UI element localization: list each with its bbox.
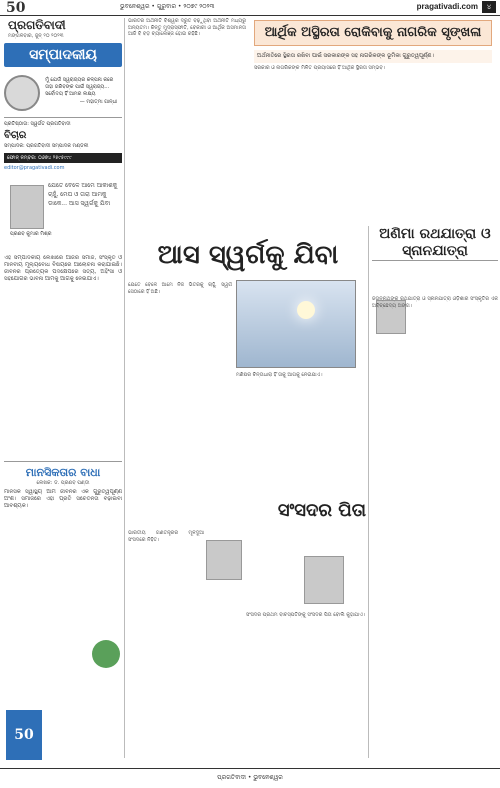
page-number: ୪ <box>482 1 496 13</box>
dateline: ଭୁବନେଶ୍ୱର • ଗୁରୁବାର • ୨୦୭୯ ୨୦୨୩ <box>120 3 215 10</box>
section-subtitle-manasik: ଲେଖକ: ଡ. ପ୍ରଣବ ପଣ୍ଡା <box>36 480 90 486</box>
anniversary-badge: 50 <box>6 710 42 760</box>
rath-article-text: ଜଗନ୍ନାଥଙ୍କ ରଥଯାତ୍ରା ଓ ସ୍ନାନଯାତ୍ରା ଓଡ଼ିଶାର ସଂସ୍କୃତିର ଏକ ଅବିଚ୍ଛେଦ୍ୟ ଅଙ୍ଗ। <box>372 296 498 309</box>
headline-rathyatra: ଅଣିମା ରଥଯାତ୍ରା ଓ ସ୍ନାନଯାତ୍ରା <box>372 226 498 261</box>
author-box <box>4 181 122 255</box>
decorative-emblem <box>92 640 120 668</box>
sansad-author-photo <box>206 540 242 580</box>
sansad-article-text-2: ସଂସଦର ପ୍ରଥମ ବାଚସ୍ପତିଙ୍କୁ ସଂସଦର ପିତା ବୋଲି କୁହାଯାଏ। <box>246 612 365 618</box>
top-article-right-text: ସରକାର ଓ ନାଗରିକଙ୍କ ମିଳିତ ପ୍ରୟାସରେ ହିଁ ଆର୍ଥିକ ସ୍ଥିରତା ସମ୍ଭବ। <box>254 65 386 71</box>
top-article-right <box>250 18 496 238</box>
top-article-left <box>128 18 246 238</box>
masthead <box>4 117 122 150</box>
headline-aas-swarga: ଆସ ସ୍ୱର୍ଗକୁ ଯିବା <box>157 240 339 270</box>
author-photo <box>10 185 44 229</box>
author-name: ପ୍ରଣବ କୁମାର ମିଶ୍ର <box>10 231 52 237</box>
quote: ମୁଁ ଯେଉଁ ସ୍ୱରାଜ୍ୟର କଳ୍ପନା କରେ ତାହା ଗରିବଙ୍କ ପାଇଁ ସ୍ୱରାଜ୍ୟ... ସର୍ବୋଦୟ ହିଁ ଆମର ଲକ୍ଷ୍ୟ — ମହାତ୍ମା ଗାନ୍ଧୀ <box>45 76 118 105</box>
aas-article-text-1: ଯେତେ ବେଳେ ଆମେ ନିଜ ଭିତରକୁ ଚାହୁଁ, ସ୍ୱର୍ଗ ସେଠାରେ ହିଁ ଅଛି। <box>128 282 232 295</box>
top-article-left-text: ଭାରତର ଅର୍ଥନୀତି ବିଶ୍ୱର ଦ୍ରୁତ ବଢ଼ୁଥିବା ଅର୍ଥନୀତି ମଧ୍ୟରୁ ଅନ୍ୟତମ। କିନ୍ତୁ ମୁଦ୍ରାସ୍ଫୀତି, ବେକାରୀ ଓ ଆର୍ଥିକ ଅସମାନତା ଆଜି ବି ବଡ଼ ଚ୍ୟାଲେଞ୍ଜ ହୋଇ ରହିଛି। <box>128 18 246 38</box>
site-url[interactable]: pragativadi.com <box>416 2 478 11</box>
headline-summary: ଅର୍ଥନୀତିରେ ସ୍ଥିରତା ରଖିବା ପାଇଁ ସରକାରଙ୍କ ସହ ନାଗରିକଙ୍କ ଭୂମିକା ଗୁରୁତ୍ୱପୂର୍ଣ୍ଣ। <box>254 50 492 63</box>
sun-icon <box>297 301 315 319</box>
sansad-article-text-1: ଭାରତୀୟ ଗଣତନ୍ତ୍ରର ମୂଳଦୁଆ ସଂସଦରେ ନିହିତ। <box>128 530 204 543</box>
brand-title: ପ୍ରଗତିବାଦୀ <box>8 18 66 32</box>
contact-bar: ଫୋନ୍ ନମ୍ବର: ୦୬୭୪ ୨୫୯୫୯୯୯ <box>4 153 122 163</box>
email-link[interactable]: editor@pragativadi.com <box>4 165 65 171</box>
header-bar <box>0 0 500 16</box>
sansad-subject-photo <box>304 556 344 604</box>
masthead-info: ସମ୍ପାଦକ: ପ୍ରଗତିବାଦୀ ସମ୍ପାଦକ ମଣ୍ଡଳୀ <box>4 143 89 149</box>
quote-author: — ମହାତ୍ମା ଗାନ୍ଧୀ <box>79 98 118 105</box>
section-title-manasik: ମାନସିକତାର ବାଧା <box>4 461 122 480</box>
editorial-body-text: ଏହି ସମ୍ପାଦକୀୟ ଲେଖାରେ ଆଜିର ସମାଜ, ସଂସ୍କୃତି ଓ ମାନବୀୟ ମୂଲ୍ୟବୋଧ ବିଷୟରେ ଆଲୋଚନା କରାଯାଇଛି। ଜୀବନର ପ୍ରତ୍ୟେକ ପଦକ୍ଷେପରେ ସତ୍ୟ, ଅହିଂସା ଓ ସହଯୋଗର ଭାବନା ଆମକୁ ଆଗକୁ ନେଇଯାଏ। <box>4 255 122 282</box>
editorial-banner: ସମ୍ପାଦକୀୟ <box>4 43 122 67</box>
masthead-line: ପ୍ରତିଷ୍ଠାତା: ସ୍ୱର୍ଗତ ପ୍ରଗତିବାଦୀ <box>4 121 71 127</box>
headline-economic: ଆର୍ଥିକ ଅସ୍ଥିରତା ରୋକିବାକୁ ନାଗରିକ ସୃଙ୍ଖଳା <box>264 25 482 40</box>
portrait-image <box>4 75 40 111</box>
brand-subtitle: ମଙ୍ଗଳବାର, ଜୁନ୍ ୨୦ ୨୦୨୩ <box>8 33 64 39</box>
divider <box>368 226 369 758</box>
sky-image <box>236 280 356 368</box>
manasik-body-text: ମାନସିକ ସ୍ୱାସ୍ଥ୍ୟ ଆମ ଜୀବନର ଏକ ଗୁରୁତ୍ୱପୂର୍ଣ୍ଣ ଅଂଶ। ସମାଜରେ ଏହା ପ୍ରତି ସଚେତନତା ବଢ଼ାଇବା ଆବଶ୍ୟକ। <box>4 489 122 509</box>
headline-sansad: ସଂସଦର ପିତା <box>277 500 367 521</box>
aas-article-text-2: ମଣିଷର ଚିନ୍ତାଧାରା ହିଁ ତାକୁ ଆଗକୁ ନେଇଯାଏ। <box>236 372 323 378</box>
masthead-title: ବିଚାର <box>4 130 27 141</box>
logo-50: 50 <box>6 0 26 16</box>
footer: ପ୍ରଗତିବାଦୀ • ଭୁବନେଶ୍ୱର <box>0 768 500 788</box>
divider <box>124 18 125 758</box>
side-text: ଯେତେ ବେଳେ ଆମେ ଆକାଶକୁ ଚାହୁଁ, ମେଘ ଓ ତାରା ଆମକୁ ଡାକେ... ଆସ ସ୍ୱର୍ଗକୁ ଯିବା <box>48 182 118 207</box>
headline-box <box>254 20 492 46</box>
rath-box <box>372 226 498 290</box>
